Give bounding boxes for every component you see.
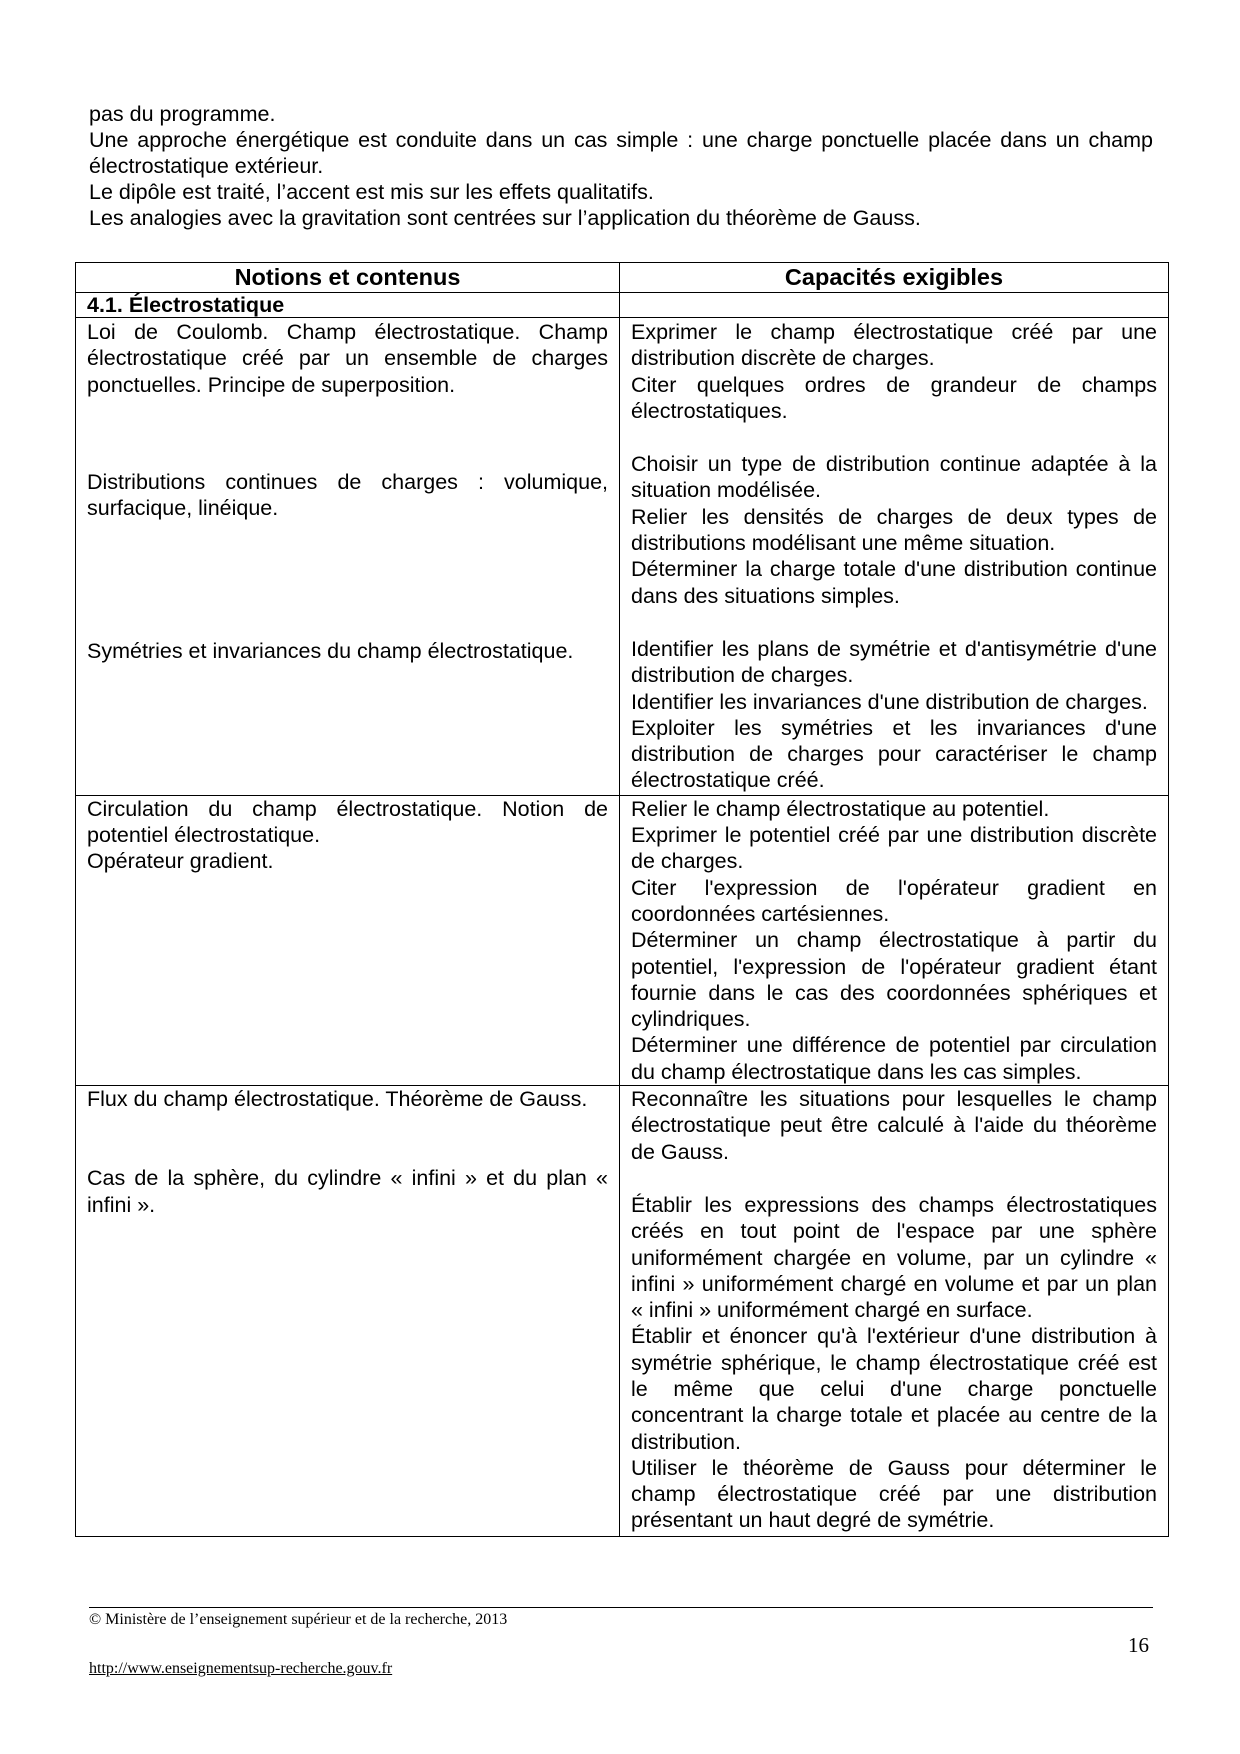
table-header-row	[76, 263, 1169, 293]
capacite-text: Établir les expressions des champs électrostatiques créés en tout point de l'espace par une sphère uniformément chargée en volume, par un cylindre « infini » uniformément chargé en volume et par un plan « infini » uniformément chargé en surface.	[631, 1192, 1157, 1323]
footer-link[interactable]: http://www.enseignementsup-recherche.gouv.fr	[89, 1660, 393, 1677]
capacite-text: Relier le champ électrostatique au potentiel.	[631, 796, 1050, 821]
table-row	[76, 1086, 1169, 1537]
intro-line: pas du programme.	[89, 102, 276, 126]
notion-text: Distributions continues de charges : volumique, surfacique, linéique.	[87, 469, 608, 521]
capacite-text: Exprimer le potentiel créé par une distribution discrète de charges.	[631, 823, 1157, 874]
capacite-text: Identifier les plans de symétrie et d'antisymétrie d'une distribution de charges.	[631, 636, 1157, 688]
footer-divider	[89, 1607, 1153, 1608]
notion-text: Loi de Coulomb. Champ électrostatique. Champ électrostatique créé par un ensemble de charges ponctuelles. Principe de superposition.	[87, 320, 608, 397]
page-number: 16	[1128, 1633, 1149, 1657]
copyright-notice: © Ministère de l’enseignement supérieur et de la recherche, 2013	[89, 1611, 508, 1628]
header-capacites: Capacités exigibles	[620, 263, 1169, 293]
capacite-text: Utiliser le théorème de Gauss pour déterminer le champ électrostatique créé par une distribution présentant un haut degré de symétrie.	[631, 1455, 1157, 1533]
section-title: 4.1. Électrostatique	[76, 293, 620, 318]
header-notions: Notions et contenus	[76, 263, 620, 293]
capacite-text: Reconnaître les situations pour lesquelles le champ électrostatique peut être calculé à l'aide du théorème de Gauss.	[631, 1087, 1157, 1164]
capacite-text: Déterminer la charge totale d'une distribution continue dans des situations simples.	[631, 557, 1157, 608]
intro-text	[89, 101, 1153, 231]
table-row	[76, 795, 1169, 1085]
notion-text: Flux du champ électrostatique. Théorème de Gauss.	[87, 1087, 588, 1112]
capacites-cell	[620, 318, 1169, 796]
program-table	[75, 262, 1169, 1537]
notion-text: Cas de la sphère, du cylindre « infini » et du plan « infini ».	[87, 1166, 608, 1217]
notion-cell	[76, 795, 620, 1085]
table-row	[76, 318, 1169, 796]
capacite-text: Citer l'expression de l'opérateur gradient en coordonnées cartésiennes.	[631, 875, 1157, 926]
notion-text: Symétries et invariances du champ électrostatique.	[87, 639, 574, 664]
capacite-text: Relier les densités de charges de deux types de distributions modélisant une même situation.	[631, 504, 1157, 556]
capacite-text: Déterminer une différence de potentiel par circulation du champ électrostatique dans les cas simples.	[631, 1033, 1157, 1084]
capacite-text: Exprimer le champ électrostatique créé par une distribution discrète de charges.	[631, 320, 1157, 371]
capacite-text: Établir et énoncer qu'à l'extérieur d'une distribution à symétrie sphérique, le champ électrostatique créé est le même que celui d'une charge ponctuelle concentrant la charge totale et placée au centre de la distribution.	[631, 1324, 1157, 1454]
intro-line: Les analogies avec la gravitation sont centrées sur l’application du théorème de Gauss.	[89, 206, 921, 230]
notion-text: Opérateur gradient.	[87, 849, 274, 874]
capacite-text: Déterminer un champ électrostatique à partir du potentiel, l'expression de l'opérateur gradient étant fournie dans le cas des coordonnées sphériques et cylindriques.	[631, 928, 1157, 1032]
intro-line: Le dipôle est traité, l’accent est mis sur les effets qualitatifs.	[89, 180, 654, 204]
notion-text: Circulation du champ électrostatique. Notion de potentiel électrostatique.	[87, 796, 608, 848]
notion-cell	[76, 1086, 620, 1537]
intro-line: Une approche énergétique est conduite dans un cas simple : une charge ponctuelle placée dans un champ électrostatique extérieur.	[89, 128, 1153, 178]
capacites-cell	[620, 1086, 1169, 1537]
section-empty-cell	[620, 293, 1169, 318]
capacite-text: Choisir un type de distribution continue adaptée à la situation modélisée.	[631, 452, 1157, 503]
capacite-text: Exploiter les symétries et les invariances d'une distribution de charges pour caractériser le champ électrostatique créé.	[631, 715, 1157, 793]
capacite-text: Identifier les invariances d'une distribution de charges.	[631, 689, 1148, 714]
notion-cell	[76, 318, 620, 796]
capacite-text: Citer quelques ordres de grandeur de champs électrostatiques.	[631, 372, 1157, 423]
capacites-cell	[620, 795, 1169, 1085]
section-row	[76, 293, 1169, 318]
